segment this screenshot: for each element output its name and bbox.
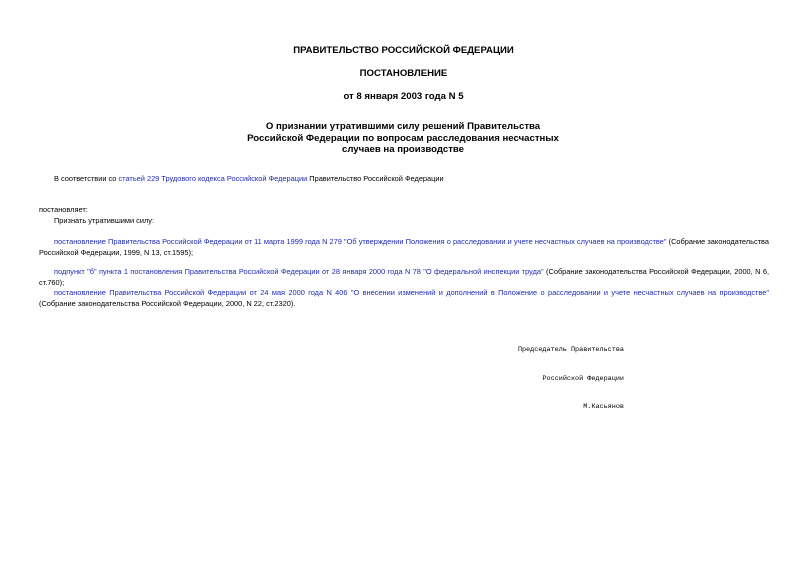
repealed-item-source: (Собрание законодательства Российской Федерации, 2000, N 6, ст.760); [39, 267, 769, 287]
document-subject: О признании утратившими силу решений Правительства Российской Федерации по вопросам расследования несчастных случаев на производстве [247, 121, 559, 155]
repealed-item-source: (Собрание законодательства Российской Федерации, 2000, N 22, ст.2320). [39, 299, 296, 308]
admit-text: Признать утратившими силу: [54, 216, 155, 225]
repealed-item-link[interactable]: подпункт "б" пункта 1 постановления Правительства Российской Федерации от 28 января 2000 года N 78 "О федеральной инспекции труда" [54, 267, 544, 276]
repealed-item [39, 236, 769, 258]
signature-country: Российской Федерации [542, 374, 624, 383]
signature-block [516, 327, 624, 432]
signature-position: Председатель Правительства [517, 346, 624, 354]
repealed-item [39, 266, 769, 288]
document-date-number: от 8 января 2003 года N 5 [343, 91, 464, 102]
intro-prefix: В соответствии со [54, 174, 119, 183]
repealed-item-link[interactable]: постановление Правительства Российской Федерации от 11 марта 1999 года N 279 "Об утверждении Положения о расследовании и учете несчастных случаев на производстве" [54, 237, 667, 246]
intro-suffix: Правительство Российской Федерации [307, 174, 444, 183]
resolves-text: постановляет: [39, 205, 88, 214]
repealed-item-source: (Собрание законодательства Российской Федерации, 1999, N 13, ст.1595); [39, 237, 769, 257]
repealed-item [39, 287, 769, 309]
signature-name: М.Касьянов [583, 403, 624, 411]
document-type: ПОСТАНОВЛЕНИЕ [359, 68, 448, 79]
labor-code-link[interactable]: статьей 229 Трудового кодекса Российской Федерации [118, 174, 308, 183]
issuing-authority: ПРАВИТЕЛЬСТВО РОССИЙСКОЙ ФЕДЕРАЦИИ [293, 45, 514, 56]
intro-paragraph [39, 173, 769, 184]
repealed-item-link[interactable]: постановление Правительства Российской Федерации от 24 мая 2000 года N 406 "О внесении изменений и дополнений в Положение о расследовании и учете несчастных случаев на производстве" [54, 288, 769, 297]
